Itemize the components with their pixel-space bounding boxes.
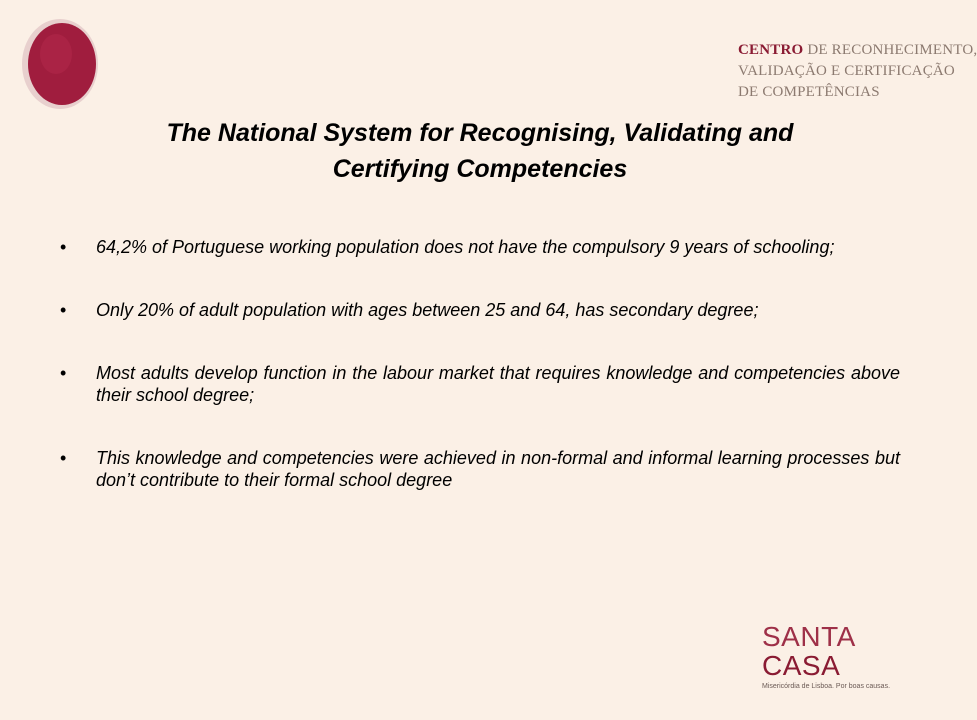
list-item (60, 236, 900, 258)
title-line1: The National System for Recognising, Validating and (166, 119, 794, 147)
casa-word: CASA (762, 650, 841, 681)
title-line2: Certifying Competencies (332, 155, 628, 183)
bullet-icon: • (60, 300, 67, 320)
circle-logo-icon (18, 14, 100, 112)
page-title (40, 115, 920, 187)
brand-strong: CENTRO (738, 42, 804, 58)
bullet-icon: • (60, 363, 67, 383)
brand-logo (738, 40, 977, 103)
list-item (60, 362, 900, 406)
bullet-icon: • (60, 448, 67, 468)
santa-casa-logo (762, 622, 912, 690)
bullet-text: Only 20% of adult population with ages between 25 and 64, has secondary degree; (96, 300, 759, 320)
bullet-text: This knowledge and competencies were achieved in non-formal and informal learning processes but don’t contribute to their formal school degree (96, 448, 900, 490)
bullet-list (60, 236, 900, 532)
bullet-text: Most adults develop function in the labour market that requires knowledge and competencies above their school degree; (96, 363, 900, 405)
brand-line1-rest: DE RECONHECIMENTO, (807, 42, 977, 58)
bullet-icon: • (60, 237, 67, 257)
list-item (60, 447, 900, 491)
bullet-text: 64,2% of Portuguese working population does not have the compulsory 9 years of schooling; (96, 237, 835, 257)
santa-casa-tagline: Misericórdia de Lisboa. Por boas causas. (762, 683, 891, 690)
list-item (60, 299, 900, 321)
brand-line3: DE COMPETÊNCIAS (738, 84, 880, 100)
brand-line2: VALIDAÇÃO E CERTIFICAÇÃO (738, 63, 955, 79)
santa-word: SANTA (762, 621, 856, 652)
